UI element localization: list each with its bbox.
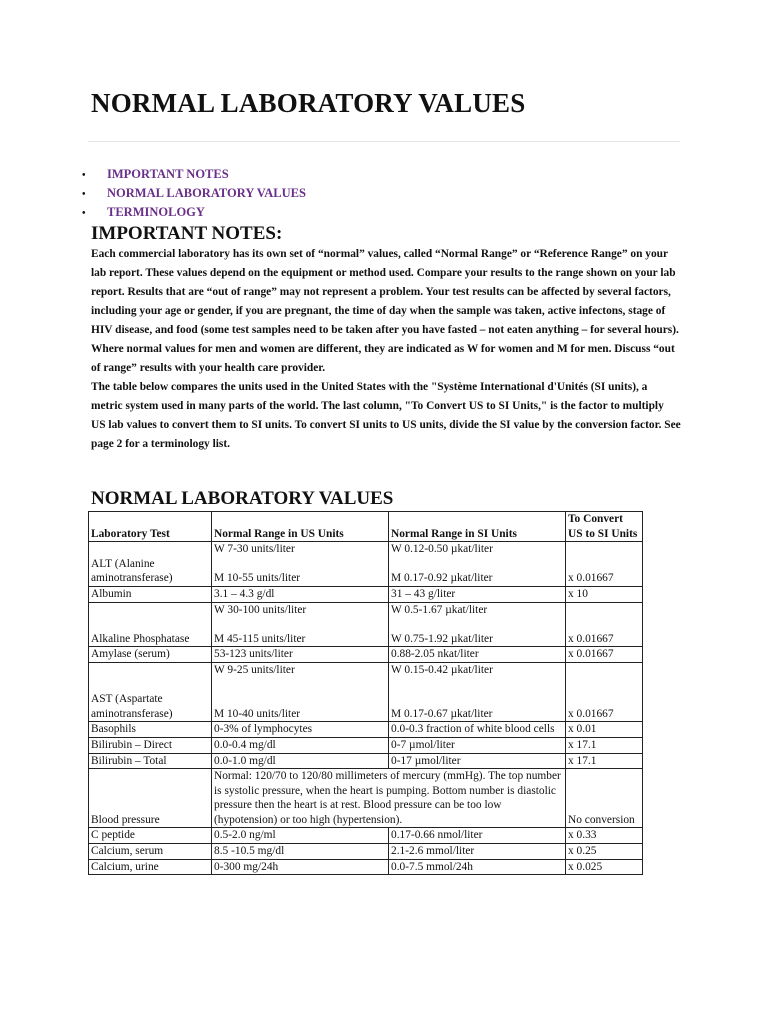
cell-si-range <box>389 542 566 587</box>
cell-line: 0.0-0.4 mg/dl <box>214 738 276 751</box>
cell-line <box>391 557 563 572</box>
notes-paragraph: The table below compares the units used in the United States with the "Système International d'Unités (SI units), a metric system used in many parts of the world. The last column, "To Convert US to SI Units," is the factor to multiply US lab values to convert them to SI units. To convert SI units to US units, divide the SI value by the conversion factor. See page 2 for a terminology list. <box>91 381 681 450</box>
col-header-si-range: Normal Range in SI Units <box>389 512 566 542</box>
cell-line: W 9-25 units/liter <box>214 663 295 676</box>
cell-lab-test: C peptide <box>89 828 212 844</box>
cell-si-range <box>389 662 566 721</box>
cell-line: 0-17 µmol/liter <box>391 754 461 767</box>
cell-conversion-factor: x 0.01 <box>566 722 643 738</box>
cell-line <box>214 692 386 707</box>
cell-us-range <box>212 828 389 844</box>
table-row <box>89 662 643 721</box>
cell-line: W 0.12-0.50 µkat/liter <box>391 543 493 556</box>
cell-line: 0.0-7.5 mmol/24h <box>391 860 473 873</box>
col-header-conversion: To Convert US to SI Units <box>566 512 643 542</box>
cell-conversion-factor: x 0.33 <box>566 828 643 844</box>
bullet-icon: • <box>82 170 86 181</box>
cell-line <box>214 617 386 632</box>
cell-us-range <box>212 737 389 753</box>
title-divider <box>88 141 680 142</box>
cell-line: M 0.17-0.67 µkat/liter <box>391 707 493 720</box>
cell-si-range <box>389 753 566 769</box>
cell-line: W 0.15-0.42 µkat/liter <box>391 663 493 676</box>
table-header-row <box>89 512 643 542</box>
cell-line: 3.1 – 4.3 g/dl <box>214 587 275 600</box>
cell-lab-test: AST (Aspartate aminotransferase) <box>89 662 212 721</box>
cell-si-range <box>389 602 566 647</box>
toc-item-normal-values <box>82 186 306 205</box>
cell-line <box>391 692 563 707</box>
cell-us-range <box>212 586 389 602</box>
cell-conversion-factor: x 0.01667 <box>566 647 643 663</box>
cell-lab-test: Amylase (serum) <box>89 647 212 663</box>
lab-values-table <box>88 511 643 875</box>
cell-line: 0.0-1.0 mg/dl <box>214 754 276 767</box>
table-row <box>89 859 643 875</box>
cell-line: M 10-40 units/liter <box>214 707 301 720</box>
toc-item-important-notes <box>82 167 306 186</box>
cell-line: 0-3% of lymphocytes <box>214 723 313 736</box>
cell-line: 0.17-0.66 nmol/liter <box>391 829 483 842</box>
toc-link-normal-values[interactable]: NORMAL LABORATORY VALUES <box>107 186 306 200</box>
cell-line: W 7-30 units/liter <box>214 543 295 556</box>
cell-lab-test: Bilirubin – Total <box>89 753 212 769</box>
cell-range-description: Normal: 120/70 to 120/80 millimeters of mercury (mmHg). The top number is systolic pressure, when the heart is pumping. Bottom number is diastolic pressure then the heart is at rest. Blood pressure can be too low (hypotension) or too high (hypertension). <box>212 769 566 828</box>
cell-lab-test: Alkaline Phosphatase <box>89 602 212 647</box>
cell-si-range <box>389 828 566 844</box>
table-row <box>89 586 643 602</box>
cell-si-range <box>389 647 566 663</box>
cell-us-range <box>212 722 389 738</box>
bullet-icon: • <box>82 189 86 200</box>
cell-conversion-factor: x 0.025 <box>566 859 643 875</box>
cell-conversion-factor: x 0.01667 <box>566 602 643 647</box>
cell-line: 0.88-2.05 nkat/liter <box>391 648 479 661</box>
cell-si-range <box>389 737 566 753</box>
table-row <box>89 647 643 663</box>
cell-us-range <box>212 753 389 769</box>
cell-lab-test: ALT (Alanine aminotransferase) <box>89 542 212 587</box>
cell-us-range <box>212 602 389 647</box>
cell-line: 53-123 units/liter <box>214 648 293 661</box>
cell-line: M 10-55 units/liter <box>214 572 301 585</box>
table-row <box>89 753 643 769</box>
cell-line: W 0.5-1.67 µkat/liter <box>391 603 488 616</box>
cell-conversion-factor: x 0.01667 <box>566 662 643 721</box>
important-notes-heading: IMPORTANT NOTES: <box>91 223 283 244</box>
cell-conversion-factor: x 10 <box>566 586 643 602</box>
cell-line <box>214 557 386 572</box>
cell-us-range <box>212 844 389 860</box>
cell-conversion-factor: No conversion <box>566 769 643 828</box>
cell-us-range <box>212 647 389 663</box>
cell-conversion-factor: x 0.25 <box>566 844 643 860</box>
cell-line: W 0.75-1.92 µkat/liter <box>391 632 493 645</box>
cell-line: W 30-100 units/liter <box>214 603 307 616</box>
table-row <box>89 769 643 828</box>
cell-si-range <box>389 586 566 602</box>
cell-lab-test: Blood pressure <box>89 769 212 828</box>
cell-lab-test: Basophils <box>89 722 212 738</box>
toc-link-important-notes[interactable]: IMPORTANT NOTES <box>107 167 229 181</box>
cell-line: 8.5 -10.5 mg/dl <box>214 845 285 858</box>
normal-values-heading: NORMAL LABORATORY VALUES <box>91 488 394 509</box>
table-row <box>89 722 643 738</box>
cell-lab-test: Calcium, serum <box>89 844 212 860</box>
cell-us-range <box>212 662 389 721</box>
table-row <box>89 737 643 753</box>
table-row <box>89 602 643 647</box>
table-body <box>89 542 643 875</box>
table-row <box>89 844 643 860</box>
table-row <box>89 828 643 844</box>
cell-si-range <box>389 859 566 875</box>
notes-paragraph: Each commercial laboratory has its own set of “normal” values, called “Normal Range” or “Reference Range” on your lab report. These values depend on the equipment or method used. Compare your results to the range shown on your lab report. Results that are “out of range” may not represent a problem. Your test results can be affected by several factors, including your age or gender, if you are pregnant, the time of day when the sample was taken, active infectons, stage of HIV disease, and food (some test samples need to be taken after you have fasted – not eaten anything – for several hours). Where normal values for men and women are different, they are indicated as W for women and M for men. Discuss “out of range” results with your health care provider. <box>91 248 679 374</box>
cell-line: 0.5-2.0 ng/ml <box>214 829 276 842</box>
cell-conversion-factor: x 0.01667 <box>566 542 643 587</box>
toc-item-terminology <box>82 205 306 224</box>
col-header-us-range: Normal Range in US Units <box>212 512 389 542</box>
cell-line: 0-300 mg/24h <box>214 860 279 873</box>
cell-line: 0-7 µmol/liter <box>391 738 455 751</box>
cell-si-range <box>389 844 566 860</box>
cell-line <box>391 617 563 632</box>
cell-line <box>391 678 563 693</box>
col-header-test: Laboratory Test <box>89 512 212 542</box>
cell-conversion-factor: x 17.1 <box>566 737 643 753</box>
important-notes-body <box>91 245 681 454</box>
toc-link-terminology[interactable]: TERMINOLOGY <box>107 205 205 219</box>
cell-line: M 45-115 units/liter <box>214 632 306 645</box>
cell-lab-test: Calcium, urine <box>89 859 212 875</box>
cell-line: 31 – 43 g/liter <box>391 587 456 600</box>
cell-line: M 0.17-0.92 µkat/liter <box>391 572 493 585</box>
cell-lab-test: Bilirubin – Direct <box>89 737 212 753</box>
table-of-contents <box>82 167 306 224</box>
cell-conversion-factor: x 17.1 <box>566 753 643 769</box>
cell-line <box>214 678 386 693</box>
cell-lab-test: Albumin <box>89 586 212 602</box>
cell-line: 0.0-0.3 fraction of white blood cells <box>391 723 555 736</box>
table-row <box>89 542 643 587</box>
bullet-icon: • <box>82 208 86 219</box>
cell-us-range <box>212 859 389 875</box>
cell-us-range <box>212 542 389 587</box>
cell-si-range <box>389 722 566 738</box>
cell-line: 2.1-2.6 mmol/liter <box>391 845 475 858</box>
page-title: NORMAL LABORATORY VALUES <box>91 88 526 118</box>
